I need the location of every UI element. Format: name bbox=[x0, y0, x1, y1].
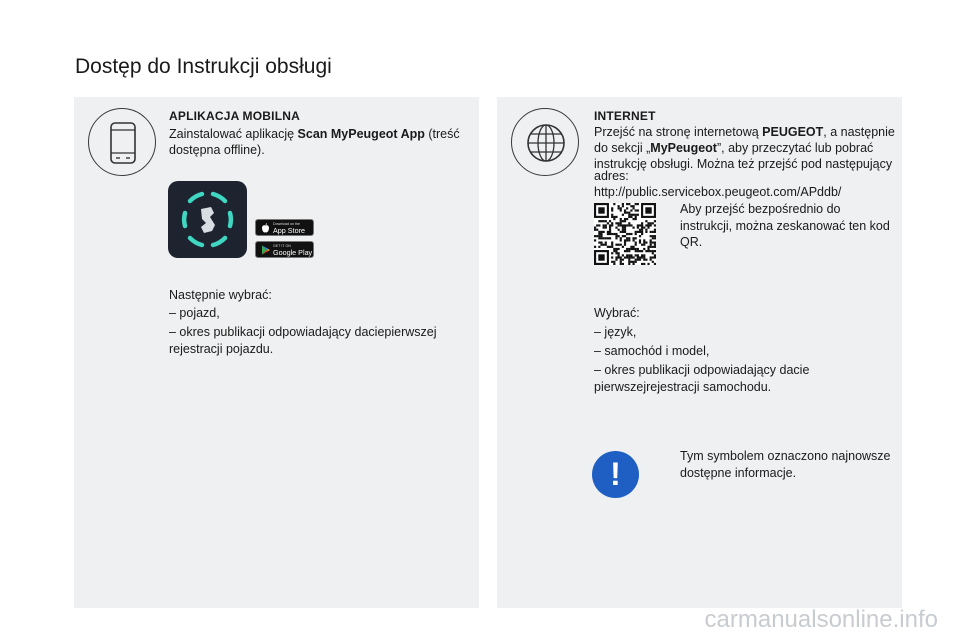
list-item: – pojazd, bbox=[169, 306, 220, 320]
qr-code[interactable] bbox=[594, 203, 656, 265]
mobile-app-intro-line2: dostępna offline). bbox=[169, 143, 265, 157]
google-play-icon bbox=[261, 245, 270, 255]
google-play-badge[interactable]: GET IT ON Google Play bbox=[255, 241, 314, 258]
apple-icon bbox=[261, 223, 270, 233]
list-item: – język, bbox=[594, 325, 637, 339]
list-item-continuation: pierwszejrejestracji samochodu. bbox=[594, 380, 772, 394]
manual-url-link[interactable]: http://public.servicebox.peugeot.com/APddb/ bbox=[594, 185, 842, 199]
list-item: – okres publikacji odpowiadający dacie bbox=[594, 363, 810, 377]
info-note-line2: dostępne informacje. bbox=[680, 466, 797, 480]
peugeot-app-logo bbox=[168, 181, 247, 258]
list-item-continuation: rejestracji pojazdu. bbox=[169, 342, 274, 356]
globe-icon bbox=[511, 108, 579, 176]
internet-text-line2: do sekcji „MyPeugeot”, aby przeczytać lub pobrać bbox=[594, 141, 874, 155]
page-title: Dostęp do Instrukcji obsługi bbox=[75, 55, 332, 78]
list-item: – samochód i model, bbox=[594, 344, 710, 358]
next-step-label: Następnie wybrać: bbox=[169, 288, 272, 302]
internet-heading: INTERNET bbox=[594, 109, 656, 123]
info-note-line1: Tym symbolem oznaczono najnowsze bbox=[680, 449, 891, 463]
list-item: – okres publikacji odpowiadający daciepierwszej bbox=[169, 325, 437, 339]
mobile-app-intro: Zainstalować aplikację Scan MyPeugeot App (treść bbox=[169, 127, 460, 141]
qr-caption-line1: Aby przejść bezpośrednio do bbox=[680, 202, 841, 216]
info-icon: ! bbox=[592, 451, 639, 498]
internet-text-line3: instrukcję obsługi. Można też przejść pod następujący bbox=[594, 157, 893, 171]
internet-text-line4: adres: bbox=[594, 169, 629, 183]
mobile-app-heading: APLIKACJA MOBILNA bbox=[169, 109, 300, 123]
smartphone-icon bbox=[88, 108, 156, 176]
internet-text-line1: Przejść na stronę internetową PEUGEOT, a następnie bbox=[594, 125, 895, 139]
app-store-badge[interactable]: Download on the App Store bbox=[255, 219, 314, 236]
qr-caption-line2: instrukcji, można zeskanować ten kod bbox=[680, 219, 890, 233]
watermark: carmanualsonline.info bbox=[704, 606, 938, 633]
qr-caption-line3: QR. bbox=[680, 235, 703, 249]
choose-label: Wybrać: bbox=[594, 306, 640, 320]
